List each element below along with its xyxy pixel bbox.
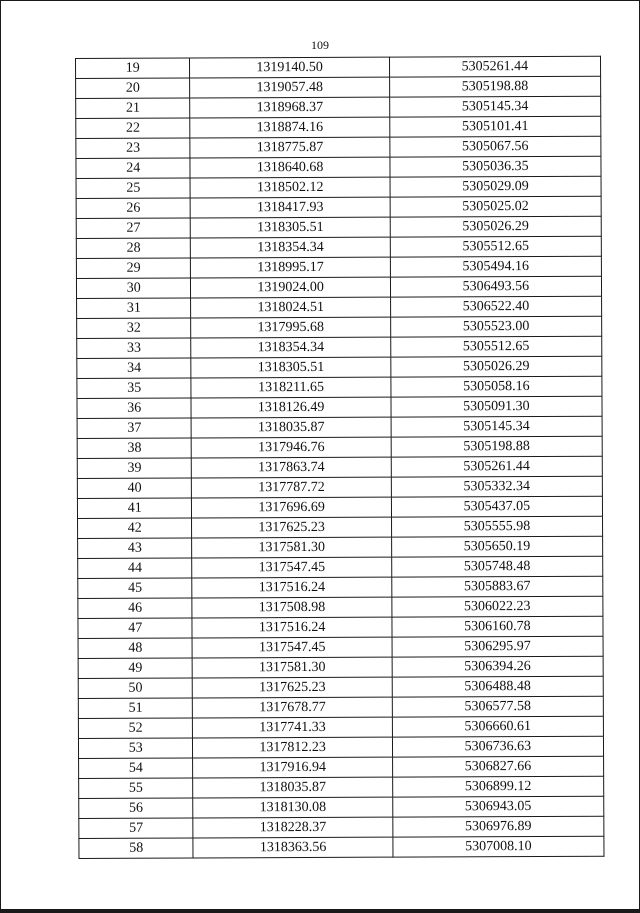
x-coordinate-cell: 1318874.16 bbox=[190, 117, 389, 138]
point-number-cell: 31 bbox=[77, 298, 192, 318]
point-number-cell: 52 bbox=[78, 718, 193, 738]
x-coordinate-cell: 1318305.51 bbox=[191, 217, 390, 238]
point-number-cell: 35 bbox=[77, 378, 192, 398]
x-coordinate-cell: 1318775.87 bbox=[190, 137, 389, 158]
table-row bbox=[79, 816, 604, 838]
y-coordinate-cell: 5305145.34 bbox=[389, 96, 600, 117]
x-coordinate-cell: 1317516.24 bbox=[192, 577, 391, 598]
x-coordinate-cell: 1318035.87 bbox=[193, 777, 392, 798]
x-coordinate-cell: 1317863.74 bbox=[192, 457, 391, 478]
y-coordinate-cell: 5306295.97 bbox=[392, 636, 603, 657]
point-number-cell: 32 bbox=[77, 318, 192, 338]
x-coordinate-cell: 1317547.45 bbox=[192, 557, 391, 578]
point-number-cell: 43 bbox=[78, 538, 193, 558]
x-coordinate-cell: 1318228.37 bbox=[193, 817, 392, 838]
point-number-cell: 48 bbox=[78, 638, 193, 658]
y-coordinate-cell: 5306736.63 bbox=[392, 736, 603, 757]
point-number-cell: 27 bbox=[76, 218, 191, 238]
point-number-cell: 38 bbox=[77, 438, 192, 458]
x-coordinate-cell: 1317787.72 bbox=[192, 477, 391, 498]
y-coordinate-cell: 5305555.98 bbox=[391, 516, 602, 537]
y-coordinate-cell: 5306827.66 bbox=[392, 756, 603, 777]
table-row bbox=[77, 496, 602, 518]
table-row bbox=[76, 136, 601, 158]
point-number-cell: 46 bbox=[78, 598, 193, 618]
y-coordinate-cell: 5305261.44 bbox=[389, 56, 600, 77]
table-row bbox=[77, 316, 602, 338]
y-coordinate-cell: 5305883.67 bbox=[392, 576, 603, 597]
table-row bbox=[77, 456, 602, 478]
x-coordinate-cell: 1317547.45 bbox=[193, 637, 392, 658]
point-number-cell: 58 bbox=[79, 838, 194, 858]
x-coordinate-cell: 1319140.50 bbox=[190, 57, 389, 78]
y-coordinate-cell: 5305650.19 bbox=[391, 536, 602, 557]
table-row bbox=[77, 396, 602, 418]
x-coordinate-cell: 1318502.12 bbox=[190, 177, 389, 198]
point-number-cell: 19 bbox=[76, 58, 191, 78]
point-number-cell: 51 bbox=[78, 698, 193, 718]
x-coordinate-cell: 1318363.56 bbox=[193, 837, 392, 858]
table-row bbox=[76, 196, 601, 218]
x-coordinate-cell: 1318130.08 bbox=[193, 797, 392, 818]
table-row bbox=[76, 156, 601, 178]
y-coordinate-cell: 5307008.10 bbox=[393, 836, 604, 857]
point-number-cell: 30 bbox=[76, 278, 191, 298]
y-coordinate-cell: 5305748.48 bbox=[391, 556, 602, 577]
x-coordinate-cell: 1318354.34 bbox=[191, 337, 390, 358]
x-coordinate-cell: 1318305.51 bbox=[191, 357, 390, 378]
table-row bbox=[79, 756, 604, 778]
table-row bbox=[78, 516, 603, 538]
table-row bbox=[78, 696, 603, 718]
x-coordinate-cell: 1317625.23 bbox=[192, 517, 391, 538]
table-row bbox=[76, 96, 601, 118]
point-number-cell: 57 bbox=[79, 818, 194, 838]
table-row bbox=[79, 836, 604, 858]
table-row bbox=[78, 536, 603, 558]
point-number-cell: 22 bbox=[76, 118, 191, 138]
y-coordinate-cell: 5305067.56 bbox=[390, 136, 601, 157]
point-number-cell: 41 bbox=[77, 498, 192, 518]
y-coordinate-cell: 5305512.65 bbox=[390, 236, 601, 257]
table-row bbox=[77, 336, 602, 358]
point-number-cell: 42 bbox=[78, 518, 193, 538]
x-coordinate-cell: 1318024.51 bbox=[191, 297, 390, 318]
y-coordinate-cell: 5305036.35 bbox=[390, 156, 601, 177]
point-number-cell: 40 bbox=[77, 478, 192, 498]
y-coordinate-cell: 5306493.56 bbox=[390, 276, 601, 297]
table-row bbox=[76, 256, 601, 278]
table-row bbox=[78, 596, 603, 618]
x-coordinate-cell: 1319057.48 bbox=[190, 77, 389, 98]
point-number-cell: 55 bbox=[79, 778, 194, 798]
point-number-cell: 36 bbox=[77, 398, 192, 418]
y-coordinate-cell: 5305261.44 bbox=[391, 456, 602, 477]
scan-edge-stripe bbox=[0, 909, 640, 913]
y-coordinate-cell: 5306899.12 bbox=[392, 776, 603, 797]
x-coordinate-cell: 1317812.23 bbox=[193, 737, 392, 758]
point-number-cell: 47 bbox=[78, 618, 193, 638]
table-row bbox=[79, 796, 604, 818]
point-number-cell: 45 bbox=[78, 578, 193, 598]
y-coordinate-cell: 5306394.26 bbox=[392, 656, 603, 677]
table-row bbox=[77, 436, 602, 458]
y-coordinate-cell: 5305145.34 bbox=[391, 416, 602, 437]
point-number-cell: 24 bbox=[76, 158, 191, 178]
x-coordinate-cell: 1317581.30 bbox=[192, 537, 391, 558]
table-row bbox=[78, 636, 603, 658]
x-coordinate-cell: 1318995.17 bbox=[191, 257, 390, 278]
x-coordinate-cell: 1318640.68 bbox=[190, 157, 389, 178]
x-coordinate-cell: 1317946.76 bbox=[192, 437, 391, 458]
coordinates-table bbox=[75, 56, 604, 859]
point-number-cell: 50 bbox=[78, 678, 193, 698]
y-coordinate-cell: 5305058.16 bbox=[391, 376, 602, 397]
x-coordinate-cell: 1317741.33 bbox=[193, 717, 392, 738]
point-number-cell: 44 bbox=[78, 558, 193, 578]
table-row bbox=[76, 216, 601, 238]
x-coordinate-cell: 1317625.23 bbox=[193, 677, 392, 698]
y-coordinate-cell: 5306488.48 bbox=[392, 676, 603, 697]
point-number-cell: 54 bbox=[79, 758, 194, 778]
y-coordinate-cell: 5305494.16 bbox=[390, 256, 601, 277]
table-row bbox=[78, 576, 603, 598]
point-number-cell: 26 bbox=[76, 198, 191, 218]
table-row bbox=[76, 236, 601, 258]
table-row bbox=[76, 76, 601, 98]
point-number-cell: 23 bbox=[76, 138, 191, 158]
table-row bbox=[79, 776, 604, 798]
y-coordinate-cell: 5305512.65 bbox=[390, 336, 601, 357]
point-number-cell: 33 bbox=[77, 338, 192, 358]
point-number-cell: 25 bbox=[76, 178, 191, 198]
y-coordinate-cell: 5305026.29 bbox=[391, 356, 602, 377]
y-coordinate-cell: 5305101.41 bbox=[390, 116, 601, 137]
table-row bbox=[77, 416, 602, 438]
x-coordinate-cell: 1317696.69 bbox=[192, 497, 391, 518]
x-coordinate-cell: 1317516.24 bbox=[192, 617, 391, 638]
point-number-cell: 21 bbox=[76, 98, 191, 118]
y-coordinate-cell: 5305437.05 bbox=[391, 496, 602, 517]
y-coordinate-cell: 5305025.02 bbox=[390, 196, 601, 217]
x-coordinate-cell: 1318968.37 bbox=[190, 97, 389, 118]
x-coordinate-cell: 1317916.94 bbox=[193, 757, 392, 778]
point-number-cell: 39 bbox=[77, 458, 192, 478]
page-number: 109 bbox=[311, 38, 329, 52]
x-coordinate-cell: 1318417.93 bbox=[191, 197, 390, 218]
x-coordinate-cell: 1317678.77 bbox=[193, 697, 392, 718]
x-coordinate-cell: 1318354.34 bbox=[191, 237, 390, 258]
table-row bbox=[78, 716, 603, 738]
table-row bbox=[77, 356, 602, 378]
table-row bbox=[78, 656, 603, 678]
table-row bbox=[78, 676, 603, 698]
table-row bbox=[77, 376, 602, 398]
x-coordinate-cell: 1317581.30 bbox=[193, 657, 392, 678]
x-coordinate-cell: 1317508.98 bbox=[192, 597, 391, 618]
y-coordinate-cell: 5306660.61 bbox=[392, 716, 603, 737]
y-coordinate-cell: 5306022.23 bbox=[392, 596, 603, 617]
point-number-cell: 20 bbox=[76, 78, 191, 98]
coordinates-table-body bbox=[76, 56, 604, 858]
table-row bbox=[76, 176, 601, 198]
point-number-cell: 56 bbox=[79, 798, 194, 818]
y-coordinate-cell: 5305198.88 bbox=[389, 76, 600, 97]
x-coordinate-cell: 1318211.65 bbox=[191, 377, 390, 398]
y-coordinate-cell: 5305198.88 bbox=[391, 436, 602, 457]
table-row bbox=[76, 276, 601, 298]
point-number-cell: 53 bbox=[78, 738, 193, 758]
y-coordinate-cell: 5305091.30 bbox=[391, 396, 602, 417]
table-row bbox=[76, 56, 601, 78]
point-number-cell: 49 bbox=[78, 658, 193, 678]
table-row bbox=[76, 116, 601, 138]
x-coordinate-cell: 1318035.87 bbox=[192, 417, 391, 438]
x-coordinate-cell: 1319024.00 bbox=[191, 277, 390, 298]
point-number-cell: 29 bbox=[76, 258, 191, 278]
y-coordinate-cell: 5306577.58 bbox=[392, 696, 603, 717]
point-number-cell: 34 bbox=[77, 358, 192, 378]
y-coordinate-cell: 5305026.29 bbox=[390, 216, 601, 237]
table-row bbox=[78, 616, 603, 638]
y-coordinate-cell: 5306160.78 bbox=[392, 616, 603, 637]
y-coordinate-cell: 5305523.00 bbox=[390, 316, 601, 337]
x-coordinate-cell: 1318126.49 bbox=[191, 397, 390, 418]
point-number-cell: 28 bbox=[76, 238, 191, 258]
table-row bbox=[77, 476, 602, 498]
y-coordinate-cell: 5306522.40 bbox=[390, 296, 601, 317]
table-row bbox=[77, 296, 602, 318]
y-coordinate-cell: 5305029.09 bbox=[390, 176, 601, 197]
y-coordinate-cell: 5306943.05 bbox=[392, 796, 603, 817]
y-coordinate-cell: 5306976.89 bbox=[393, 816, 604, 837]
y-coordinate-cell: 5305332.34 bbox=[391, 476, 602, 497]
point-number-cell: 37 bbox=[77, 418, 192, 438]
table-row bbox=[78, 556, 603, 578]
table-row bbox=[78, 736, 603, 758]
x-coordinate-cell: 1317995.68 bbox=[191, 317, 390, 338]
